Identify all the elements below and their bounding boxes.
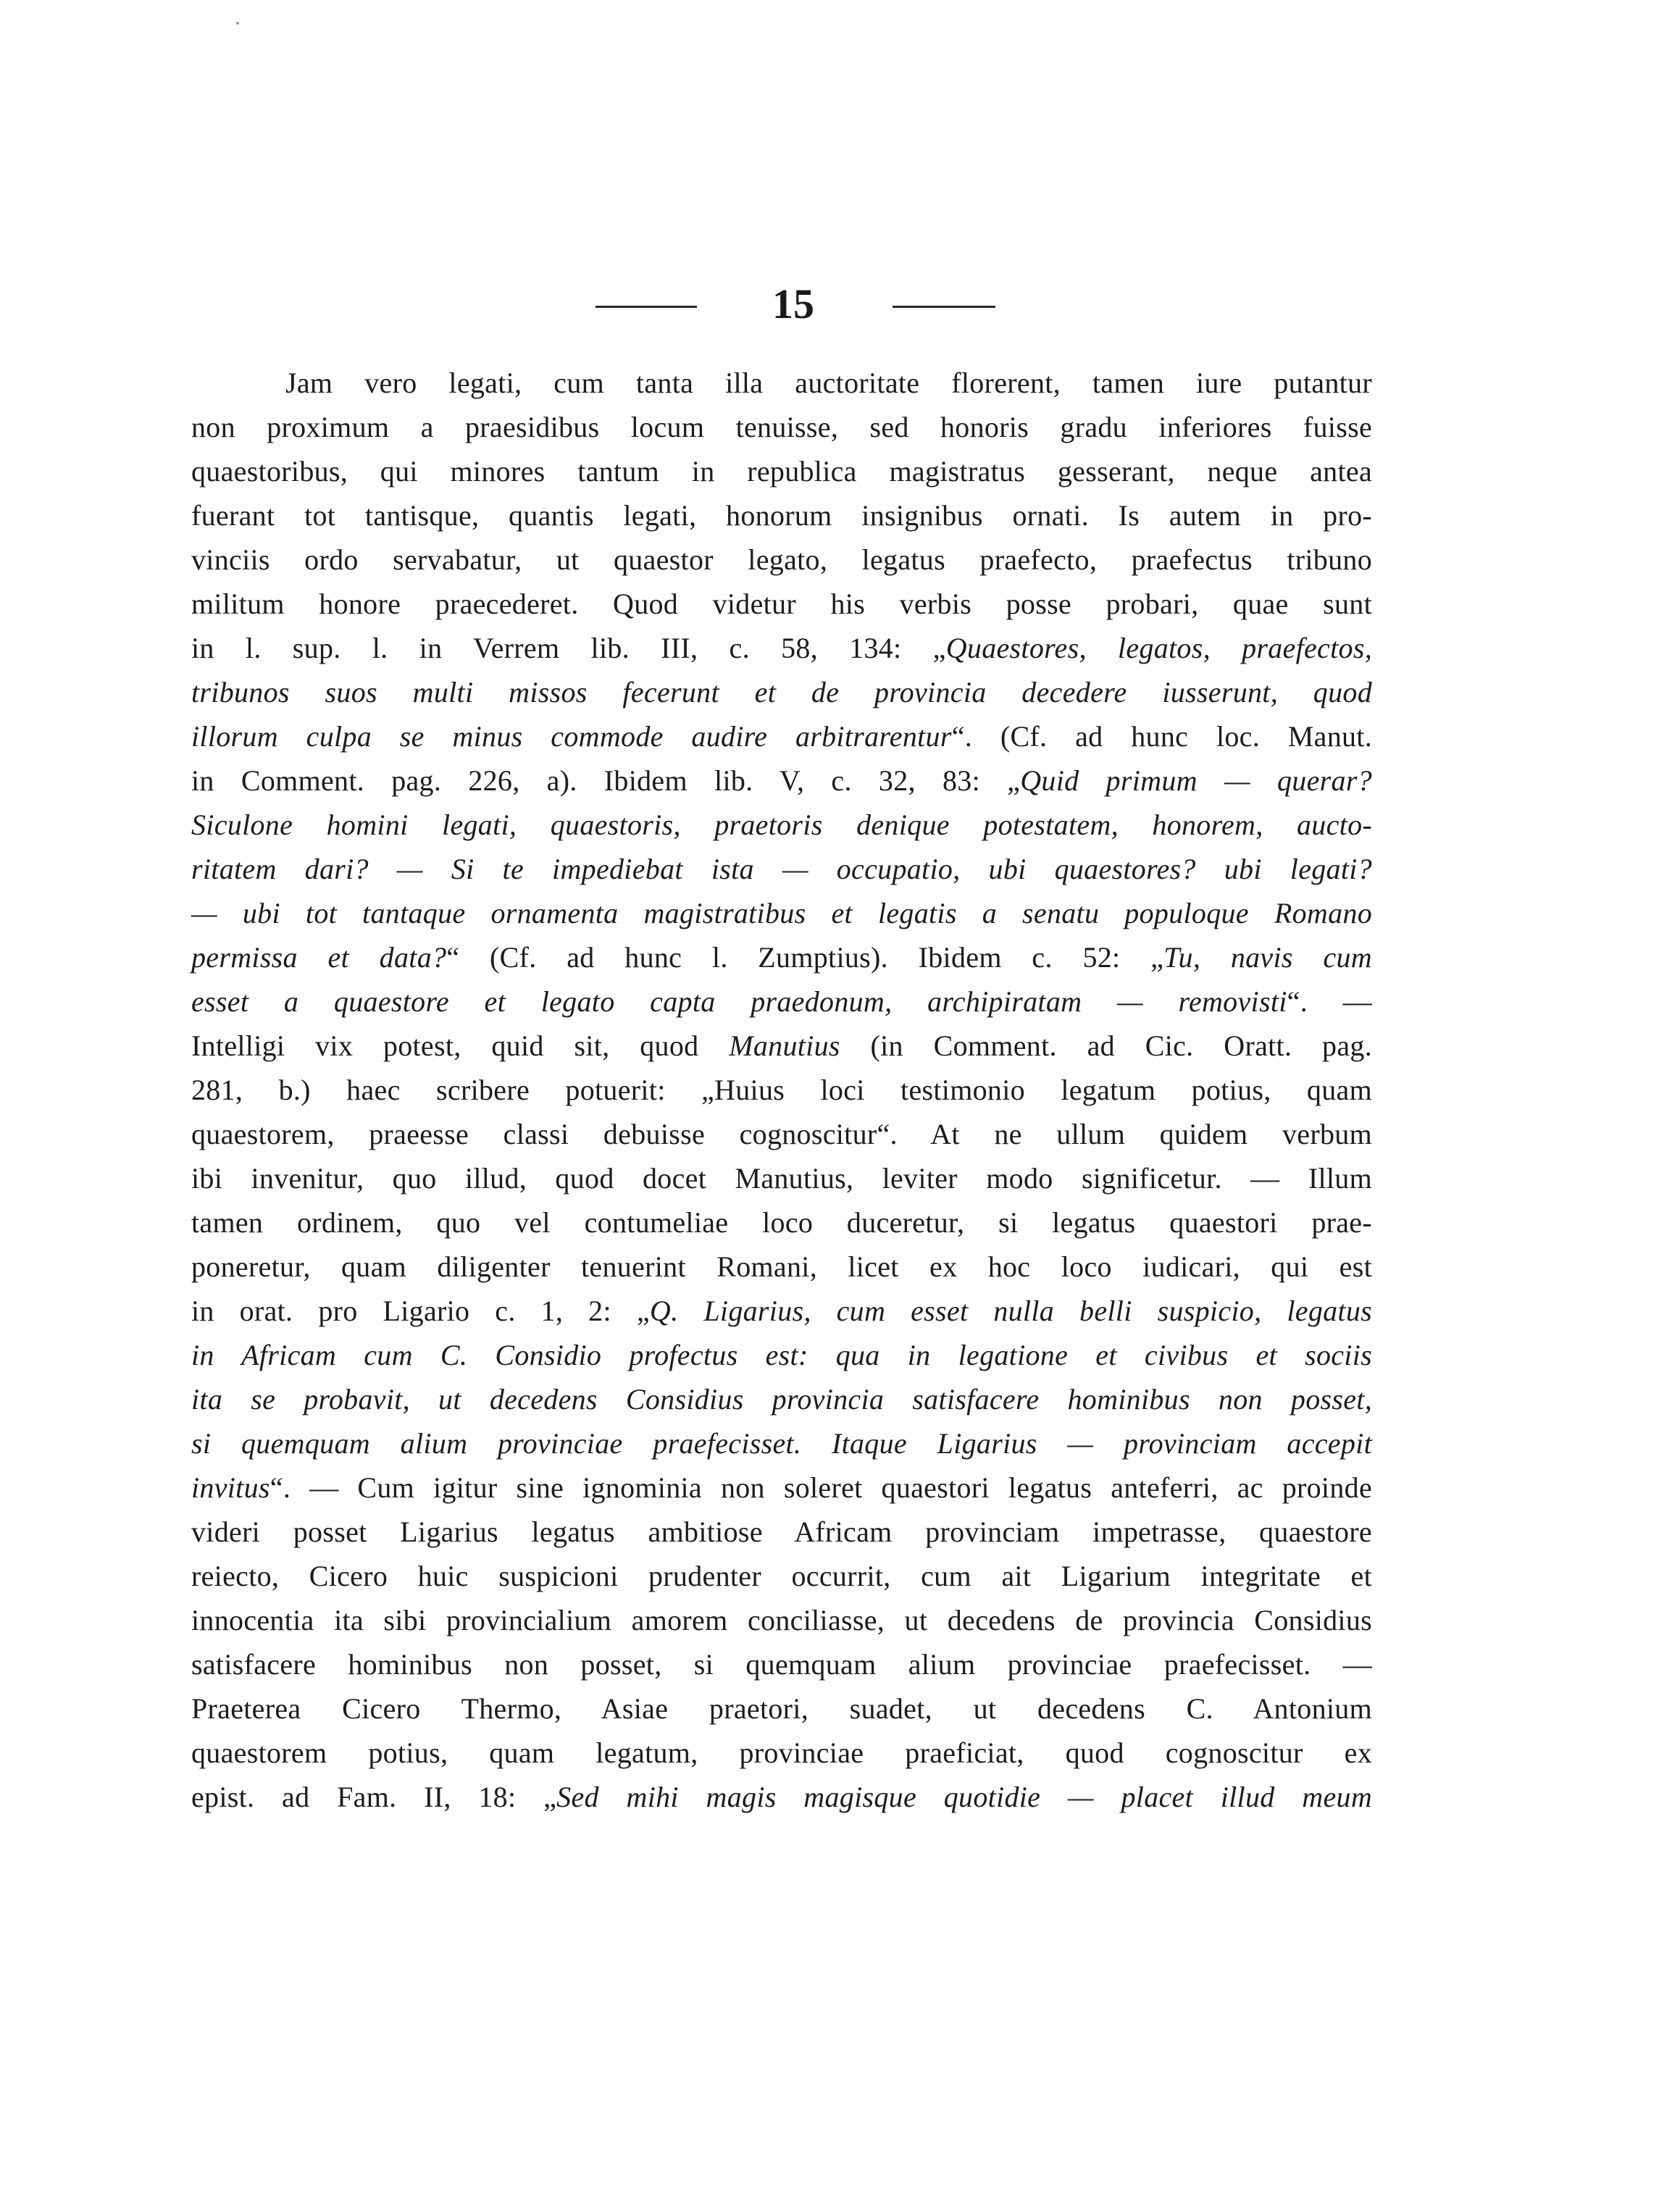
text-segment: vinciis ordo servabatur, ut quaestor legato, legatus praefecto, praefectus tribuno (191, 543, 1372, 576)
text-line (191, 538, 1372, 582)
text-line (191, 361, 1372, 405)
italic-quote-segment: esset a quaestore et legato capta praedonum, archipiratam — removisti (191, 985, 1287, 1018)
text-segment: quaestoribus, qui minores tantum in republica magistratus gesserant, neque antea (191, 455, 1372, 488)
italic-quote-segment: Tu, navis cum (1163, 941, 1372, 974)
text-line (191, 1333, 1372, 1377)
text-line (191, 1156, 1372, 1200)
text-line (191, 670, 1372, 714)
text-segment: Praeterea Cicero Thermo, Asiae praetori, suadet, ut decedens C. Antonium (191, 1692, 1372, 1725)
text-line (191, 1200, 1372, 1245)
text-line (191, 847, 1372, 891)
text-line (191, 1068, 1372, 1112)
text-line (191, 582, 1372, 626)
text-line (191, 1377, 1372, 1421)
text-line (191, 1289, 1372, 1333)
italic-quote-segment: Manutius (729, 1029, 840, 1062)
text-segment: poneretur, quam diligenter tenuerint Romani, licet ex hoc loco iudicari, qui est (191, 1250, 1372, 1283)
text-line (191, 405, 1372, 449)
text-segment: fuerant tot tantisque, quantis legati, honorum insignibus ornati. Is autem in pro- (191, 499, 1372, 532)
text-segment: epist. ad Fam. II, 18: „ (191, 1781, 557, 1813)
text-line (191, 891, 1372, 935)
italic-quote-segment: ita se probavit, ut decedens Considius provincia satisfacere hominibus non posset, (191, 1383, 1372, 1416)
text-segment: tamen ordinem, quo vel contumeliae loco duceretur, si legatus quaestori prae- (191, 1206, 1372, 1239)
text-line (191, 1731, 1372, 1775)
text-line (191, 1245, 1372, 1289)
text-segment: reiecto, Cicero huic suspicioni prudenter occurrit, cum ait Ligarium integritate et (191, 1560, 1372, 1592)
page-header (0, 279, 1680, 330)
text-line (191, 1775, 1372, 1819)
text-line (191, 1421, 1372, 1466)
header-rule-right (893, 306, 995, 308)
paper-speck (236, 22, 239, 25)
text-line (191, 449, 1372, 493)
italic-quote-segment: illorum culpa se minus commode audire arbitrarentur (191, 720, 952, 753)
text-line (191, 493, 1372, 538)
text-segment: “. — Cum igitur sine ignominia non soleret quaestori legatus anteferri, ac proinde (269, 1471, 1372, 1504)
italic-quote-segment: Siculone homini legati, quaestoris, praetoris denique potestatem, honorem, aucto- (191, 808, 1372, 841)
text-line (191, 1598, 1372, 1642)
header-rule-left (595, 306, 697, 308)
italic-quote-segment: tribunos suos multi missos fecerunt et de provincia decedere iusserunt, quod (191, 676, 1372, 708)
text-segment: in l. sup. l. in Verrem lib. III, c. 58, 134: „ (191, 632, 946, 664)
text-line (191, 803, 1372, 847)
text-segment: quaestorem potius, quam legatum, provinciae praeficiat, quod cognoscitur ex (191, 1736, 1372, 1769)
italic-quote-segment: Sed mihi magis magisque quotidie — placet illud meum (556, 1781, 1373, 1813)
italic-quote-segment: Quid primum — querar? (1020, 764, 1372, 797)
text-line (191, 979, 1372, 1024)
text-segment: innocentia ita sibi provincialium amorem conciliasse, ut decedens de provincia Considius (191, 1604, 1372, 1636)
text-line (191, 1466, 1372, 1510)
text-segment: “. — (1287, 985, 1372, 1018)
text-segment: “ (Cf. ad hunc l. Zumptius). Ibidem c. 52: „ (446, 941, 1164, 974)
text-line (191, 758, 1372, 803)
italic-quote-segment: Quaestores, legatos, praefectos, (945, 632, 1372, 664)
text-line (191, 714, 1372, 758)
text-segment: (in Comment. ad Cic. Oratt. pag. (840, 1029, 1372, 1062)
text-segment: Jam vero legati, cum tanta illa auctoritate florerent, tamen iure putantur (285, 367, 1372, 399)
text-segment: militum honore praecederet. Quod videtur his verbis posse probari, quae sunt (191, 588, 1372, 620)
text-line (191, 626, 1372, 670)
text-segment: in Comment. pag. 226, a). Ibidem lib. V, c. 32, 83: „ (191, 764, 1021, 797)
italic-quote-segment: invitus (191, 1471, 270, 1504)
text-segment: satisfacere hominibus non posset, si quemquam alium provinciae praefecisset. — (191, 1648, 1372, 1681)
page-number: 15 (772, 280, 814, 327)
text-line (191, 1510, 1372, 1554)
text-line (191, 1112, 1372, 1156)
text-line (191, 1642, 1372, 1686)
italic-quote-segment: Q. Ligarius, cum esset nulla belli suspicio, legatus (649, 1295, 1372, 1327)
body-text (191, 361, 1372, 1819)
italic-quote-segment: permissa et data? (191, 941, 447, 974)
text-segment: non proximum a praesidibus locum tenuisse, sed honoris gradu inferiores fuisse (191, 411, 1372, 443)
italic-quote-segment: — ubi tot tantaque ornamenta magistratibus et legatis a senatu populoque Romano (191, 897, 1372, 929)
text-line (191, 1554, 1372, 1598)
italic-quote-segment: in Africam cum C. Considio profectus est: qua in legatione et civibus et sociis (191, 1339, 1372, 1371)
text-segment: 281, b.) haec scribere potuerit: „Huius loci testimonio legatum potius, quam (191, 1074, 1372, 1106)
italic-quote-segment: ritatem dari? — Si te impediebat ista — occupatio, ubi quaestores? ubi legati? (191, 853, 1372, 885)
text-segment: in orat. pro Ligario c. 1, 2: „ (191, 1295, 650, 1327)
text-segment: Intelligi vix potest, quid sit, quod (191, 1029, 730, 1062)
text-segment: quaestorem, praeesse classi debuisse cognoscitur“. At ne ullum quidem verbum (191, 1118, 1372, 1150)
italic-quote-segment: si quemquam alium provinciae praefecisset. Itaque Ligarius — provinciam accepit (191, 1427, 1372, 1460)
text-line (191, 1024, 1372, 1068)
text-segment: ibi invenitur, quo illud, quod docet Manutius, leviter modo significetur. — Illum (191, 1162, 1372, 1195)
text-line (191, 1686, 1372, 1731)
text-segment: videri posset Ligarius legatus ambitiose Africam provinciam impetrasse, quaestore (191, 1515, 1372, 1548)
text-line (191, 935, 1372, 979)
text-segment: “. (Cf. ad hunc loc. Manut. (951, 720, 1373, 753)
